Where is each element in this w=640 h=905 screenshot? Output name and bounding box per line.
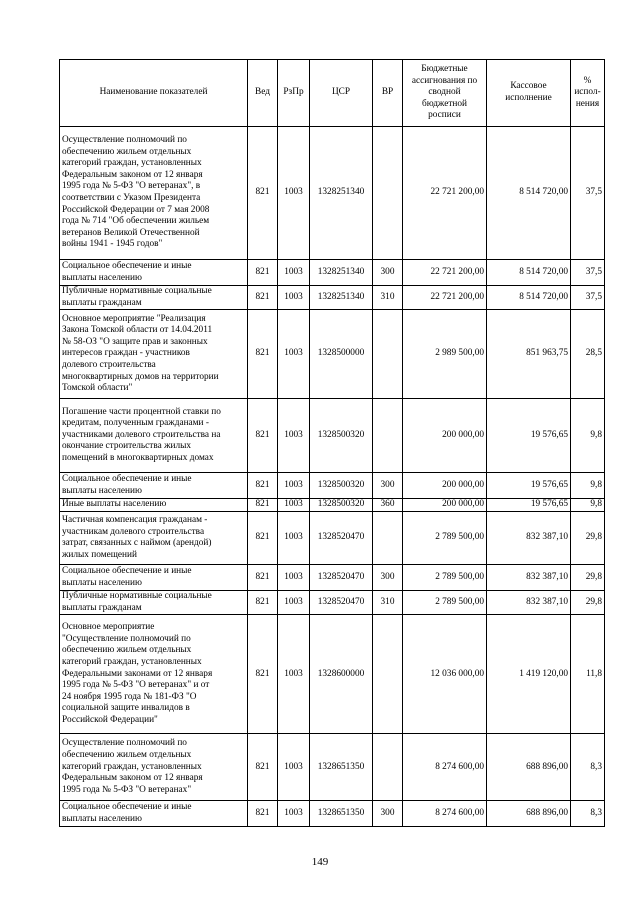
row-vr: 310 (373, 591, 403, 615)
table-row (60, 512, 605, 565)
row-name: Погашение части процентной ставки по кредитам, полученным гражданами - участниками долевого строительства на окончание строительства жилых помещений в многоквартирных домах (60, 399, 248, 473)
header-vr: ВР (373, 60, 403, 127)
row-budget: 200 000,00 (403, 499, 487, 512)
row-rzpr: 1003 (278, 615, 310, 734)
row-rzpr: 1003 (278, 801, 310, 827)
row-rzpr: 1003 (278, 260, 310, 286)
row-percent: 9,8 (571, 499, 605, 512)
header-row (60, 60, 605, 127)
row-csr: 1328500320 (310, 499, 373, 512)
row-cash: 851 963,75 (487, 310, 571, 399)
row-rzpr: 1003 (278, 565, 310, 591)
row-cash: 8 514 720,00 (487, 127, 571, 260)
row-ved: 821 (248, 565, 278, 591)
row-name: Социальное обеспечение и иные выплаты населению (60, 565, 248, 591)
row-csr: 1328520470 (310, 512, 373, 565)
row-name: Осуществление полномочий по обеспечению жильем отдельных категорий граждан, установленных Федеральным законом от 12 января 1995 года № 5-ФЗ "О ветеранах" (60, 734, 248, 801)
row-csr: 1328251340 (310, 127, 373, 260)
row-cash: 8 514 720,00 (487, 286, 571, 310)
row-cash: 1 419 120,00 (487, 615, 571, 734)
row-ved: 821 (248, 512, 278, 565)
row-vr (373, 615, 403, 734)
table-row (60, 286, 605, 310)
row-name: Иные выплаты населению (60, 499, 248, 512)
row-name: Социальное обеспечение и иные выплаты населению (60, 801, 248, 827)
row-ved: 821 (248, 499, 278, 512)
row-csr: 1328500320 (310, 399, 373, 473)
row-budget: 8 274 600,00 (403, 801, 487, 827)
row-ved: 821 (248, 801, 278, 827)
row-percent: 29,8 (571, 565, 605, 591)
row-csr: 1328520470 (310, 591, 373, 615)
row-vr (373, 127, 403, 260)
row-name: Осуществление полномочий по обеспечению жильем отдельных категорий граждан, установленных Федеральным законом от 12 января 1995 года № 5-ФЗ "О ветеранах", в соответствии с Указом Президента Российской Федерации от 7 мая 2008 года № 714 "Об обеспечении жильем ветеранов Великой Отечественной войны 1941 - 1945 годов" (60, 127, 248, 260)
table-row (60, 399, 605, 473)
row-ved: 821 (248, 399, 278, 473)
header-name: Наименование показателей (60, 60, 248, 127)
row-cash: 832 387,10 (487, 565, 571, 591)
row-cash: 19 576,65 (487, 499, 571, 512)
row-percent: 8,3 (571, 801, 605, 827)
row-percent: 11,8 (571, 615, 605, 734)
row-budget: 2 989 500,00 (403, 310, 487, 399)
row-ved: 821 (248, 591, 278, 615)
header-ved: Вед (248, 60, 278, 127)
row-vr (373, 734, 403, 801)
row-name: Основное мероприятие "Реализация Закона Томской области от 14.04.2011 № 58-ОЗ "О защите прав и законных интересов граждан - участников долевого строительства многоквартирных домов на территории Томской области" (60, 310, 248, 399)
row-name: Частичная компенсация гражданам - участникам долевого строительства затрат, связанных с наймом (арендой) жилых помещений (60, 512, 248, 565)
table-body (60, 127, 605, 827)
row-cash: 688 896,00 (487, 801, 571, 827)
header-csr: ЦСР (310, 60, 373, 127)
page-number: 149 (311, 856, 329, 868)
row-percent: 37,5 (571, 127, 605, 260)
row-percent: 29,8 (571, 512, 605, 565)
row-percent: 9,8 (571, 473, 605, 499)
row-rzpr: 1003 (278, 286, 310, 310)
row-budget: 2 789 500,00 (403, 565, 487, 591)
table-row (60, 473, 605, 499)
table-row (60, 310, 605, 399)
row-vr: 300 (373, 260, 403, 286)
row-csr: 1328520470 (310, 565, 373, 591)
row-vr: 310 (373, 286, 403, 310)
row-cash: 19 576,65 (487, 399, 571, 473)
row-csr: 1328251340 (310, 286, 373, 310)
row-rzpr: 1003 (278, 499, 310, 512)
row-budget: 22 721 200,00 (403, 260, 487, 286)
row-cash: 832 387,10 (487, 512, 571, 565)
row-ved: 821 (248, 734, 278, 801)
table-row (60, 734, 605, 801)
table-row (60, 615, 605, 734)
row-ved: 821 (248, 473, 278, 499)
row-rzpr: 1003 (278, 734, 310, 801)
row-cash: 688 896,00 (487, 734, 571, 801)
row-budget: 2 789 500,00 (403, 591, 487, 615)
header-pct: % испол- нения (571, 60, 605, 127)
row-rzpr: 1003 (278, 512, 310, 565)
table-row (60, 260, 605, 286)
row-name: Публичные нормативные социальные выплаты гражданам (60, 591, 248, 615)
row-ved: 821 (248, 260, 278, 286)
table-row (60, 801, 605, 827)
row-rzpr: 1003 (278, 399, 310, 473)
row-rzpr: 1003 (278, 473, 310, 499)
header-rzpr: РзПр (278, 60, 310, 127)
row-budget: 2 789 500,00 (403, 512, 487, 565)
row-name: Социальное обеспечение и иные выплаты населению (60, 473, 248, 499)
row-csr: 1328651350 (310, 801, 373, 827)
row-percent: 28,5 (571, 310, 605, 399)
row-vr: 300 (373, 565, 403, 591)
table-row (60, 127, 605, 260)
row-ved: 821 (248, 310, 278, 399)
row-budget: 12 036 000,00 (403, 615, 487, 734)
row-vr (373, 512, 403, 565)
row-vr: 360 (373, 499, 403, 512)
row-budget: 8 274 600,00 (403, 734, 487, 801)
row-percent: 37,5 (571, 286, 605, 310)
table-row (60, 565, 605, 591)
row-vr (373, 399, 403, 473)
table-row (60, 499, 605, 512)
row-name: Публичные нормативные социальные выплаты гражданам (60, 286, 248, 310)
row-vr: 300 (373, 801, 403, 827)
row-ved: 821 (248, 615, 278, 734)
row-csr: 1328651350 (310, 734, 373, 801)
row-name: Основное мероприятие "Осуществление полномочий по обеспечению жильем отдельных категорий граждан, установленных Федеральными законами от 12 января 1995 года № 5-ФЗ "О ветеранах" и от 24 ноября 1995 года № 181-ФЗ "О социальной защите инвалидов в Российской Федерации" (60, 615, 248, 734)
row-ved: 821 (248, 286, 278, 310)
row-cash: 832 387,10 (487, 591, 571, 615)
header-cash: Кассовое исполнение (487, 60, 571, 127)
row-cash: 8 514 720,00 (487, 260, 571, 286)
row-budget: 200 000,00 (403, 399, 487, 473)
row-rzpr: 1003 (278, 127, 310, 260)
row-rzpr: 1003 (278, 310, 310, 399)
row-csr: 1328600000 (310, 615, 373, 734)
row-percent: 9,8 (571, 399, 605, 473)
row-budget: 22 721 200,00 (403, 127, 487, 260)
budget-execution-table (59, 59, 605, 827)
row-vr (373, 310, 403, 399)
row-ved: 821 (248, 127, 278, 260)
row-csr: 1328500320 (310, 473, 373, 499)
row-percent: 29,8 (571, 591, 605, 615)
row-budget: 200 000,00 (403, 473, 487, 499)
row-vr: 300 (373, 473, 403, 499)
row-budget: 22 721 200,00 (403, 286, 487, 310)
row-percent: 37,5 (571, 260, 605, 286)
row-csr: 1328500000 (310, 310, 373, 399)
row-cash: 19 576,65 (487, 473, 571, 499)
row-rzpr: 1003 (278, 591, 310, 615)
row-csr: 1328251340 (310, 260, 373, 286)
table-row (60, 591, 605, 615)
row-percent: 8,3 (571, 734, 605, 801)
row-name: Социальное обеспечение и иные выплаты населению (60, 260, 248, 286)
header-budget: Бюджетные ассигнования по сводной бюджетной росписи (403, 60, 487, 127)
